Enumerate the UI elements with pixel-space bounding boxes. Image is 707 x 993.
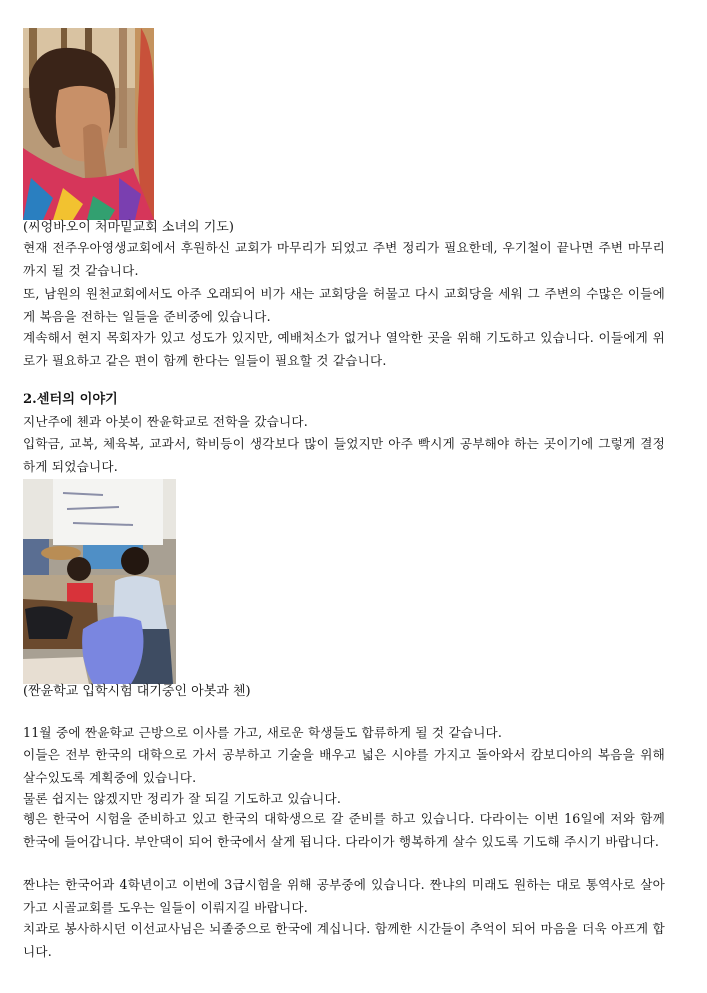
intro-paragraph: 또, 남원의 원천교회에서도 아주 오래되어 비가 새는 교회당을 허물고 다시 교회당을 세워 그 주변의 수많은 이들에게 복음을 전하는 일들을 준비중에 있습니다. (23, 286, 665, 324)
intro-paragraph: 계속해서 현지 목회자가 있고 성도가 있지만, 예배처소가 없거나 열악한 곳을 위해 기도하고 있습니다. 이들에게 위로가 필요하고 같은 편이 함께 한다는 일들이 필요할 것 같습니다. (23, 330, 665, 368)
section-paragraph: 지난주에 첸과 아봇이 짠윤학교로 전학을 갔습니다. (23, 414, 308, 429)
closing-paragraph: 짠냐는 한국어과 4학년이고 이번에 3급시험을 위해 공부중에 있습니다. 짠냐의 미래도 원하는 대로 통역사로 살아가고 시골교회를 도우는 일들이 이뤄지길 바랍니다. (23, 877, 665, 915)
closing-paragraph: 헹은 한국어 시험을 준비하고 있고 한국의 대학생으로 갈 준비를 하고 있습니다. 다라이는 이번 16일에 저와 함께 한국에 들어갑니다. 부안댁이 되어 한국에서 살게 됩니다. 다라이가 행복하게 살수 있도록 기도해 주시기 바랍니다. (23, 811, 665, 849)
praying-girl-photo (23, 28, 154, 220)
photo1-caption: (씨엉바오이 처마밑교회 소녀의 기도) (23, 220, 234, 235)
intro-paragraph: 현재 전주우아영생교회에서 후원하신 교회가 마무리가 되었고 주변 정리가 필요한데, 우기철이 끝나면 주변 마무리까지 될 것 같습니다. (23, 240, 665, 278)
photo2-caption: (짠윤학교 입학시험 대기중인 아봇과 첸) (23, 684, 251, 699)
closing-paragraph: 11월 중에 짠윤학교 근방으로 이사를 가고, 새로운 학생들도 합류하게 될 것 같습니다. (23, 725, 503, 740)
closing-paragraph: 이들은 전부 한국의 대학으로 가서 공부하고 기술을 배우고 넓은 시야를 가지고 돌아와서 캄보디아의 복음을 위해 살수있도록 계획중에 있습니다. (23, 747, 665, 785)
section-heading: 2.센터의 이야기 (23, 392, 118, 407)
closing-paragraph: 물론 쉽지는 않겠지만 정리가 잘 되길 기도하고 있습니다. (23, 791, 342, 806)
students-waiting-photo (23, 479, 176, 684)
closing-paragraph: 치과로 봉사하시던 이선교사님은 뇌졸중으로 한국에 계십니다. 함께한 시간들이 추억이 되어 마음을 더욱 아프게 합니다. (23, 921, 665, 959)
section-paragraph: 입학금, 교복, 체육복, 교과서, 학비등이 생각보다 많이 들었지만 아주 빡시게 공부해야 하는 곳이기에 그렇게 결정하게 되었습니다. (23, 436, 665, 474)
